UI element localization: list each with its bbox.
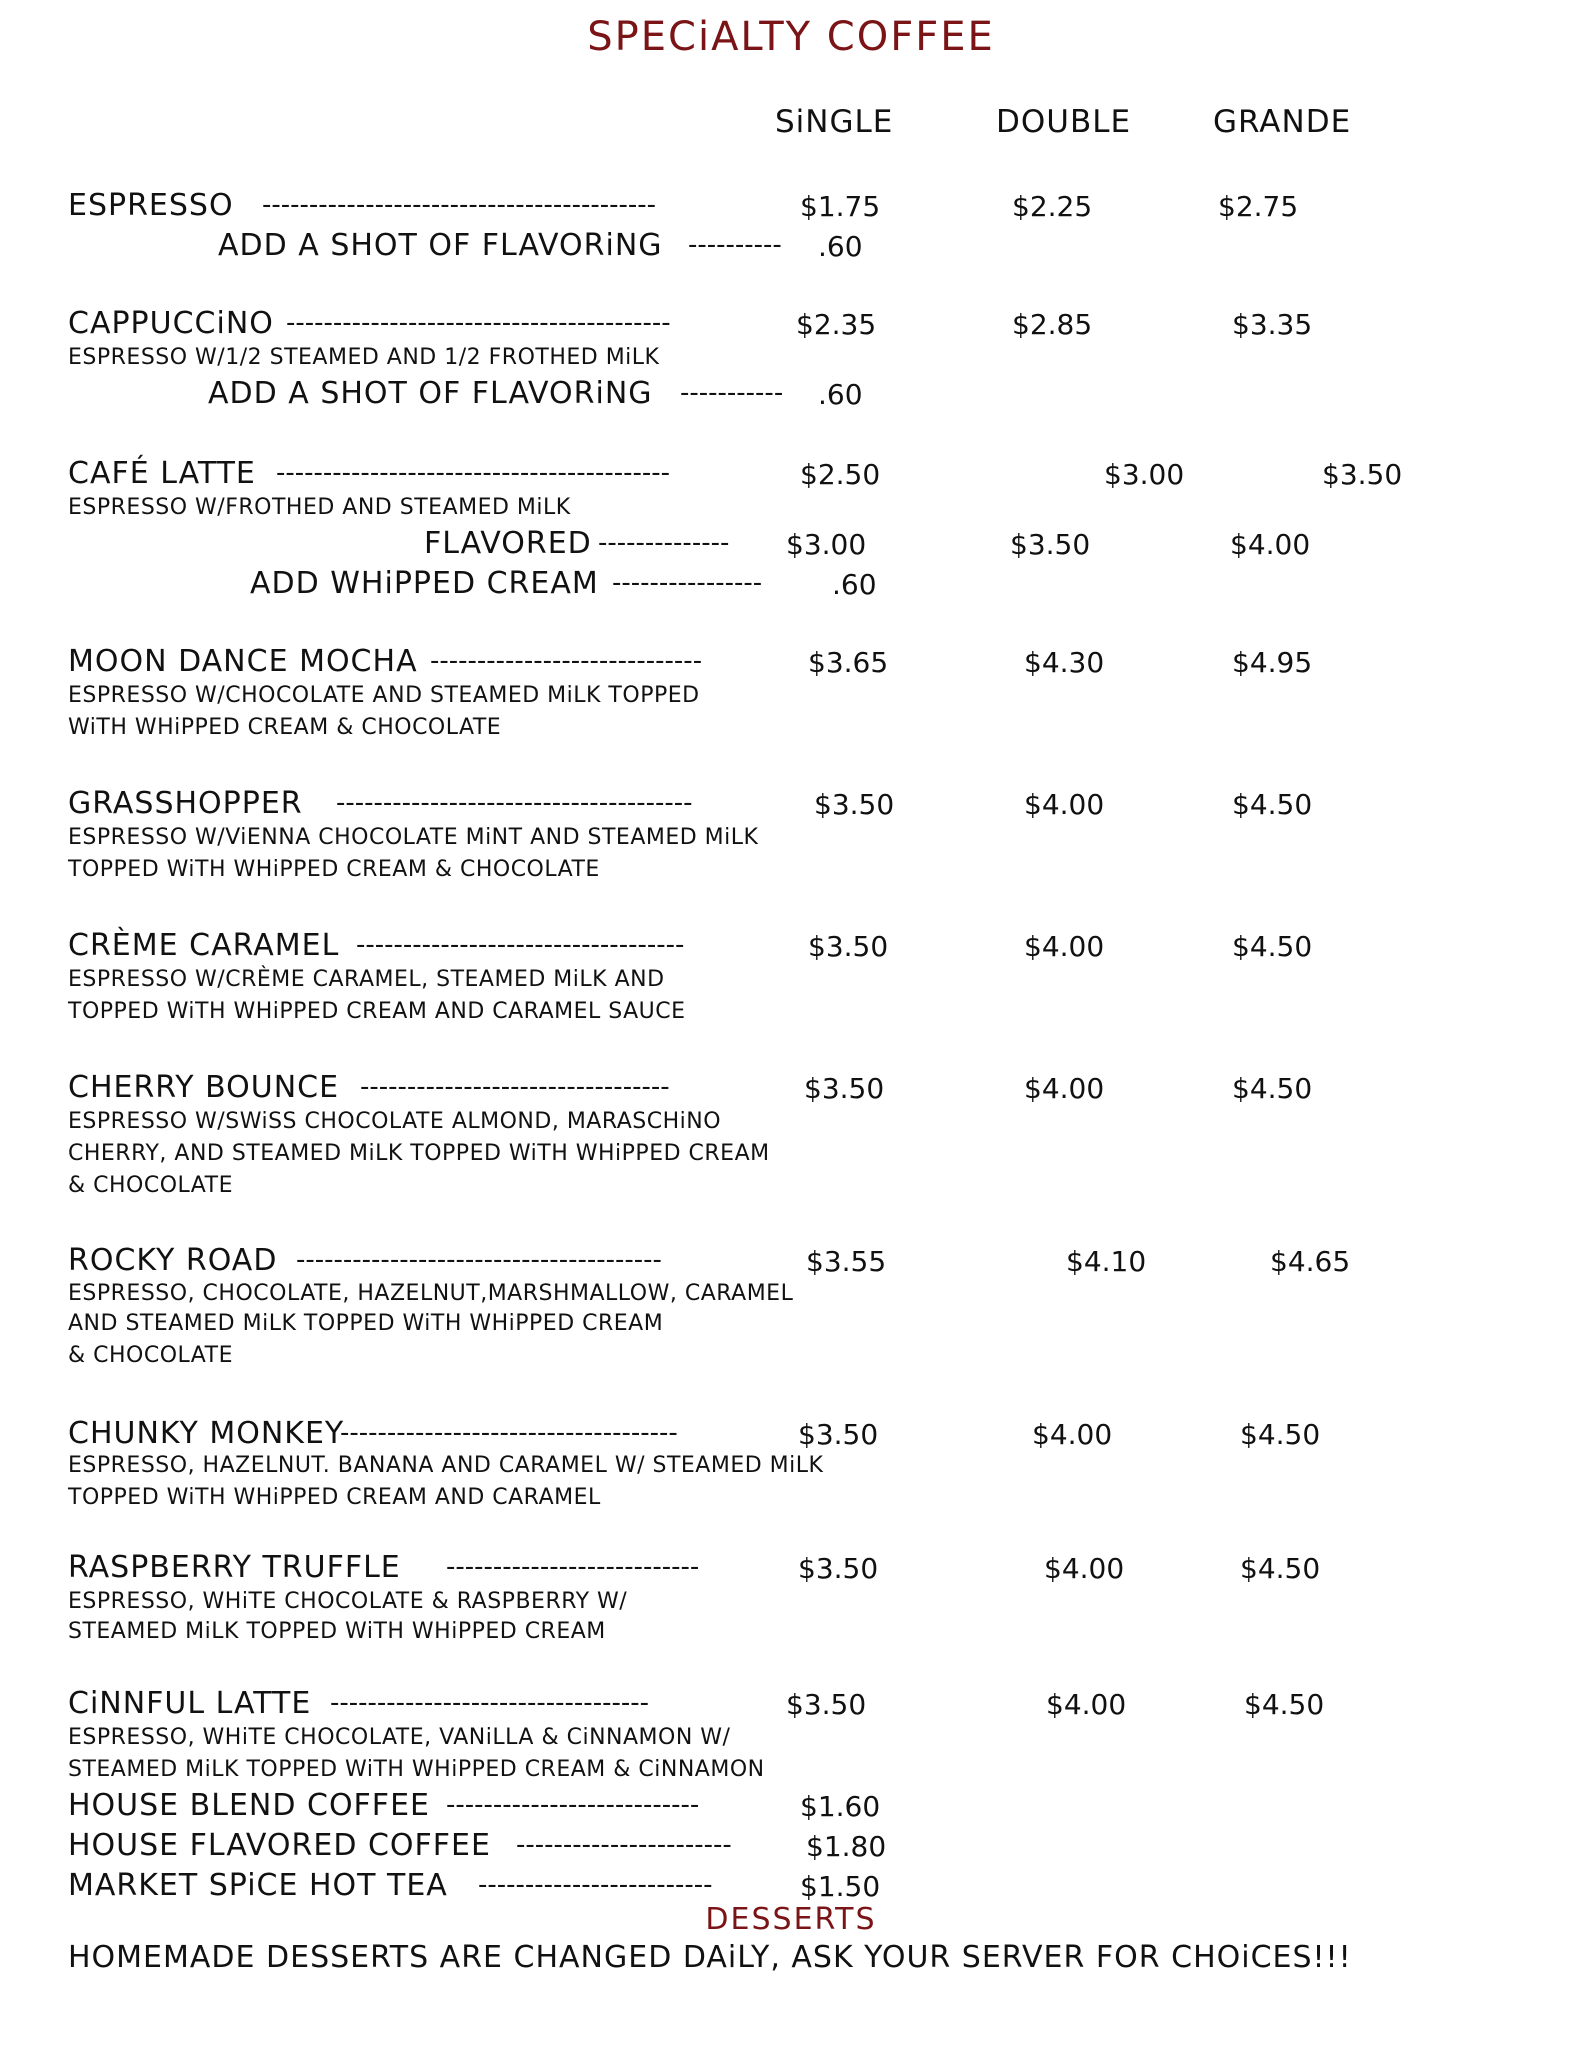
- desserts-note: HOMEMADE DESSERTS ARE CHANGED DAiLY, ASK YOUR SERVER FOR CHOiCES!!!: [68, 1940, 1352, 1975]
- price-double: $3.00: [1104, 458, 1185, 491]
- price-single: $3.65: [808, 646, 889, 679]
- price-double: $4.00: [1046, 1688, 1127, 1721]
- price-single: $1.75: [800, 190, 881, 223]
- item-desc: STEAMED MiLK TOPPED WiTH WHiPPED CREAM & CiNNAMON: [68, 1757, 765, 1782]
- price-grande: $3.50: [1322, 458, 1403, 491]
- item-name-cappuccino: CAPPUCCiNO: [68, 306, 274, 341]
- item-desc: ESPRESSO, CHOCOLATE, HAZELNUT,MARSHMALLOW, CARAMEL: [68, 1281, 794, 1306]
- item-desc: STEAMED MiLK TOPPED WiTH WHiPPED CREAM: [68, 1619, 606, 1644]
- price-single: $3.50: [786, 1688, 867, 1721]
- item-name-cinnful-latte: CiNNFUL LATTE: [68, 1686, 312, 1721]
- item-name-house-blend-coffee: HOUSE BLEND COFFEE: [68, 1788, 430, 1823]
- leader-dashes: -------------------------: [478, 1870, 713, 1900]
- price-single: $1.80: [806, 1830, 887, 1863]
- item-desc: TOPPED WiTH WHiPPED CREAM AND CARAMEL: [68, 1485, 601, 1510]
- addon-whipped-cream: ADD WHiPPED CREAM: [250, 566, 599, 601]
- price-single: $1.60: [800, 1790, 881, 1823]
- price-grande: $3.35: [1232, 308, 1313, 341]
- leader-dashes: ------------------------------------------: [276, 458, 671, 488]
- leader-dashes: ---------------------------------: [360, 1072, 670, 1102]
- leader-dashes: -----------------------: [516, 1830, 732, 1860]
- item-desc: AND STEAMED MiLK TOPPED WiTH WHiPPED CREAM: [68, 1311, 664, 1336]
- price-grande: $4.50: [1240, 1552, 1321, 1585]
- item-desc: ESPRESSO W/SWiSS CHOCOLATE ALMOND, MARASCHiNO: [68, 1109, 722, 1134]
- price-single: $2.35: [796, 308, 877, 341]
- column-header-grande: GRANDE: [1213, 104, 1352, 140]
- price-grande: $4.50: [1232, 1072, 1313, 1105]
- leader-dashes: ------------------------------------: [340, 1418, 678, 1448]
- column-header-single: SiNGLE: [775, 104, 894, 140]
- addon-price: .60: [832, 568, 877, 601]
- price-single: $3.50: [814, 788, 895, 821]
- desserts-title: DESSERTS: [705, 1902, 877, 1937]
- price-single: $3.50: [798, 1552, 879, 1585]
- addon-price: .60: [818, 230, 863, 263]
- price-single: $1.50: [800, 1870, 881, 1903]
- leader-dashes: ----------------: [612, 568, 763, 598]
- price-double: $4.00: [1032, 1418, 1113, 1451]
- leader-dashes: -----------------------------------------: [286, 308, 671, 338]
- item-name-rocky-road: ROCKY ROAD: [68, 1243, 278, 1278]
- item-desc: ESPRESSO W/CHOCOLATE AND STEAMED MiLK TOPPED: [68, 683, 700, 708]
- item-desc: TOPPED WiTH WHiPPED CREAM & CHOCOLATE: [68, 857, 600, 882]
- price-double: $4.30: [1024, 646, 1105, 679]
- item-name-cafe-latte: CAFÉ LATTE: [68, 456, 256, 491]
- item-desc: TOPPED WiTH WHiPPED CREAM AND CARAMEL SAUCE: [68, 999, 686, 1024]
- leader-dashes: -----------------------------: [430, 646, 703, 676]
- price-single: $3.50: [804, 1072, 885, 1105]
- addon-flavoring: ADD A SHOT OF FLAVORiNG: [208, 376, 653, 411]
- price-grande: $4.50: [1240, 1418, 1321, 1451]
- price-single: $3.55: [806, 1245, 887, 1278]
- price-grande: $4.00: [1230, 528, 1311, 561]
- addon-price: .60: [818, 378, 863, 411]
- item-name-cherry-bounce: CHERRY BOUNCE: [68, 1070, 340, 1105]
- price-double: $4.00: [1044, 1552, 1125, 1585]
- price-grande: $4.50: [1232, 788, 1313, 821]
- item-desc: ESPRESSO W/CRÈME CARAMEL, STEAMED MiLK AND: [68, 967, 665, 992]
- item-name-moon-dance-mocha: MOON DANCE MOCHA: [68, 644, 418, 679]
- item-name-creme-caramel: CRÈME CARAMEL: [68, 928, 340, 963]
- item-desc: & CHOCOLATE: [68, 1343, 233, 1368]
- price-grande: $4.65: [1270, 1245, 1351, 1278]
- price-double: $2.85: [1012, 308, 1093, 341]
- price-single: $3.50: [798, 1418, 879, 1451]
- leader-dashes: ---------------------------: [446, 1790, 700, 1820]
- leader-dashes: --------------: [598, 528, 730, 558]
- price-grande: $4.95: [1232, 646, 1313, 679]
- leader-dashes: -----------: [680, 378, 784, 408]
- price-grande: $2.75: [1218, 190, 1299, 223]
- item-desc: ESPRESSO W/ViENNA CHOCOLATE MiNT AND STEAMED MiLK: [68, 825, 759, 850]
- price-single: $2.50: [800, 458, 881, 491]
- price-double: $4.10: [1066, 1245, 1147, 1278]
- leader-dashes: --------------------------------------: [336, 788, 693, 818]
- price-double: $4.00: [1024, 788, 1105, 821]
- price-double: $4.00: [1024, 1072, 1105, 1105]
- item-name-grasshopper: GRASSHOPPER: [68, 786, 303, 821]
- leader-dashes: ---------------------------: [446, 1552, 700, 1582]
- price-grande: $4.50: [1244, 1688, 1325, 1721]
- leader-dashes: ---------------------------------------: [296, 1245, 662, 1275]
- item-name-market-spice-hot-tea: MARKET SPiCE HOT TEA: [68, 1868, 448, 1903]
- item-desc: CHERRY, AND STEAMED MiLK TOPPED WiTH WHiPPED CREAM: [68, 1141, 770, 1166]
- page-title: SPECiALTY COFFEE: [587, 14, 995, 60]
- price-single: $3.50: [808, 930, 889, 963]
- price-double: $4.00: [1024, 930, 1105, 963]
- item-desc: ESPRESSO W/FROTHED AND STEAMED MiLK: [68, 495, 571, 520]
- price-double: $2.25: [1012, 190, 1093, 223]
- item-desc: ESPRESSO W/1/2 STEAMED AND 1/2 FROTHED MiLK: [68, 345, 660, 370]
- item-name-house-flavored-coffee: HOUSE FLAVORED COFFEE: [68, 1828, 491, 1863]
- item-desc: ESPRESSO, HAZELNUT. BANANA AND CARAMEL W/ STEAMED MiLK: [68, 1453, 824, 1478]
- leader-dashes: ----------------------------------: [330, 1688, 649, 1718]
- leader-dashes: ------------------------------------------: [262, 190, 657, 220]
- item-desc: ESPRESSO, WHiTE CHOCOLATE, VANiLLA & CiNNAMON W/: [68, 1725, 731, 1750]
- column-header-double: DOUBLE: [996, 104, 1132, 140]
- item-desc: ESPRESSO, WHiTE CHOCOLATE & RASPBERRY W/: [68, 1589, 628, 1614]
- item-name-espresso: ESPRESSO: [68, 188, 234, 223]
- item-name-raspberry-truffle: RASPBERRY TRUFFLE: [68, 1550, 401, 1585]
- item-name-chunky-monkey: CHUNKY MONKEY: [68, 1416, 345, 1451]
- leader-dashes: -----------------------------------: [356, 930, 685, 960]
- price-double: $3.50: [1010, 528, 1091, 561]
- price-grande: $4.50: [1232, 930, 1313, 963]
- addon-flavored: FLAVORED: [424, 526, 592, 561]
- leader-dashes: ----------: [688, 230, 782, 260]
- addon-flavoring: ADD A SHOT OF FLAVORiNG: [218, 228, 663, 263]
- price-single: $3.00: [786, 528, 867, 561]
- item-desc: & CHOCOLATE: [68, 1173, 233, 1198]
- item-desc: WiTH WHiPPED CREAM & CHOCOLATE: [68, 715, 502, 740]
